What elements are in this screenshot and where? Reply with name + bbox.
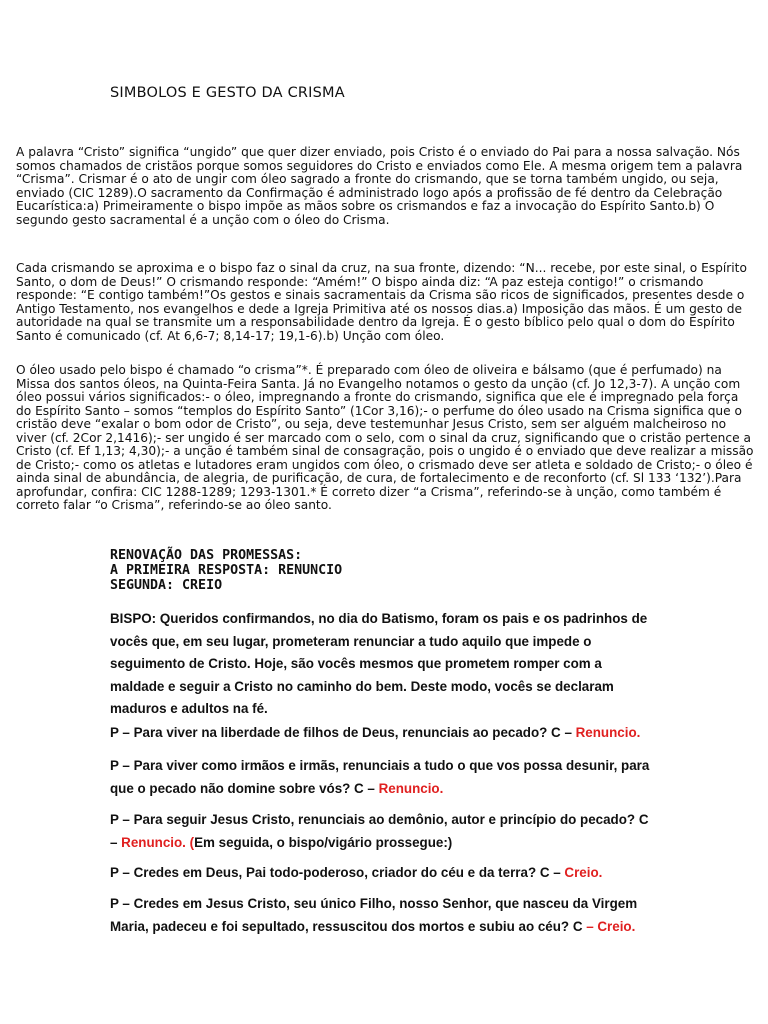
promises-heading	[110, 548, 342, 593]
question-text: P – Para seguir Jesus Cristo, renunciais ao demônio, autor e princípio do pecado? C –	[110, 812, 649, 850]
heading-line: RENOVAÇÃO DAS PROMESSAS:	[110, 548, 303, 563]
question-text: P – Para viver na liberdade de filhos de Deus, renunciais ao pecado? C –	[110, 725, 576, 740]
answer-text: Creio.	[564, 865, 603, 880]
renewal-question	[110, 862, 655, 885]
document-title: SIMBOLOS E GESTO DA CRISMA	[110, 85, 345, 101]
paragraph-anointing: Cada crismando se aproxima e o bispo faz o sinal da cruz, na sua fronte, dizendo: “N... recebe, por este sinal, o Espírito Santo, o dom de Deus!” O crismando responde: “Amém!” O bispo ainda diz: “A paz esteja contigo!” o crismando responde: “E contigo também!”Os gestos e sinais sacramentais da Crisma são ricos de significados, presentes desde o Antigo Testamento, nos evangelhos e dede a Igreja Primitiva até os nossos dias.a) Imposição das mãos. É um gesto de autoridade na qual se transmite um a responsabilidade dentro da Igreja. É o gesto bíblico pelo qual o dom do Espírito Santo é comunicado (cf. At 6,6-7; 8,14-17; 19,1-6).b) Unção com óleo.	[16, 261, 747, 343]
renewal-question	[110, 893, 655, 938]
answer-text: Renuncio.	[378, 780, 444, 796]
heading-line: SEGUNDA: CREIO	[110, 578, 223, 593]
question-text: P – Credes em Jesus Cristo, seu único Filho, nosso Senhor, que nasceu da Virgem Maria, padeceu e foi sepultado, ressuscitou dos mortos e subiu ao céu? C	[110, 896, 638, 934]
renewal-question	[110, 722, 655, 745]
question-tail: Em seguida, o bispo/vigário prossegue:)	[194, 834, 453, 850]
heading-line: A PRIMEIRA RESPOSTA: RENUNCIO	[110, 563, 343, 578]
answer-text: Renuncio. (	[121, 834, 195, 850]
question-text: P – Credes em Deus, Pai todo-poderoso, criador do céu e da terra? C –	[110, 865, 565, 880]
answer-text: Renuncio.	[575, 725, 641, 740]
paragraph-intro: A palavra “Cristo” significa “ungido” que quer dizer enviado, pois Cristo é o enviado do Pai para a nossa salvação. Nós somos chamados de cristãos porque somos seguidores do Cristo e enviados como Ele. A mesma origem tem a palavra “Crisma”. Crismar é o ato de ungir com óleo sagrado a fronte do crismando, que se torna também ungido, ou seja, enviado (CIC 1289).O sacramento da Confirmação é administrado logo após a profissão de fé dentro da Celebração Eucarística:a) Primeiramente o bispo impõe as mãos sobre os crismandos e faz a invocação do Espírito Santo.b) O segundo gesto sacramental é a unção com o óleo do Crisma.	[16, 145, 743, 227]
bishop-address: BISPO: Queridos confirmandos, no dia do Batismo, foram os pais e os padrinhos de vocês que, em seu lugar, prometeram renunciar a tudo aquilo que impede o seguimento de Cristo. Hoje, são vocês mesmos que prometem romper com a maldade e seguir a Cristo no caminho do bem. Deste modo, vocês se declaram maduros e adultos na fé.	[110, 611, 648, 716]
renewal-question	[110, 755, 655, 800]
answer-text: – Creio.	[586, 918, 636, 934]
paragraph-oil: O óleo usado pelo bispo é chamado “o crisma”*. É preparado com óleo de oliveira e bálsamo (que é perfumado) na Missa dos santos óleos, na Quinta-Feira Santa. Já no Evangelho notamos o gesto da unção (cf. Jo 12,3-7). A unção com óleo possui vários significados:- o óleo, impregnando a fronte do crismando, significa que ele é impregnado pela força do Espírito Santo – somos “templos do Espírito Santo” (1Cor 3,16);- o perfume do óleo usado na Crisma significa que o cristão deve “exalar o bom odor de Cristo”, ou seja, deve testemunhar Jesus Cristo, sem ser alguém malcheiroso no viver (cf. 2Cor 2,1416);- ser ungido é ser marcado com o selo, com o sinal da cruz, significando que o cristão pertence a Cristo (cf. Ef 1,13; 4,30);- a unção é também sinal de consagração, pois o ungido é o enviado que deve realizar a missão de Cristo;- como os atletas e lutadores eram ungidos com óleo, o crismado deve ser atleta e soldado de Cristo;- o óleo é ainda sinal de abundância, de alegria, de purificação, de cura, de fortalecimento e de reconforto (cf. Sl 133 ‘132’).Para aprofundar, confira: CIC 1288-1289; 1293-1301.* É correto dizer “a Crisma”, referindo-se à unção, como também é correto falar “o Crisma”, referindo-se ao óleo santo.	[16, 363, 754, 512]
question-text: P – Para viver como irmãos e irmãs, renunciais a tudo o que vos possa desunir, para que o pecado não domine sobre vós? C –	[110, 758, 650, 796]
renewal-question	[110, 809, 655, 854]
